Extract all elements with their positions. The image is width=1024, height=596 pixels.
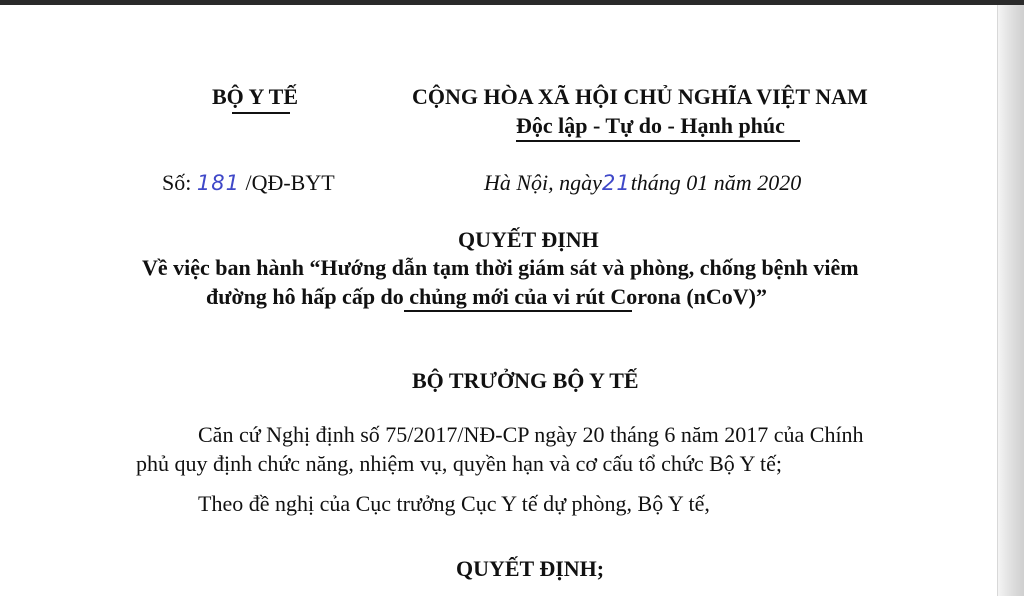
national-motto: Độc lập - Tự do - Hạnh phúc <box>516 113 785 138</box>
authority-heading: BỘ TRƯỞNG BỘ Y TẾ <box>412 368 639 393</box>
motto-underline <box>516 140 800 142</box>
subject-underline <box>404 310 632 312</box>
date-place: Hà Nội, ngày <box>484 170 602 195</box>
decision-subject-line1: Về việc ban hành “Hướng dẫn tạm thời giám sát và phòng, chống bệnh viêm <box>142 255 859 280</box>
date-line <box>484 170 801 196</box>
doc-number <box>162 170 335 196</box>
handwritten-number: 181 <box>196 171 240 195</box>
window-top-border <box>0 0 1024 5</box>
nation-name: CỘNG HÒA XÃ HỘI CHỦ NGHĨA VIỆT NAM <box>412 84 868 109</box>
agency-underline <box>232 112 290 114</box>
page-edge-shadow <box>998 5 1024 596</box>
basis-para2: Theo đề nghị của Cục trưởng Cục Y tế dự phòng, Bộ Y tế, <box>198 491 710 516</box>
handwritten-day: 21 <box>601 171 631 195</box>
agency-name: BỘ Y TẾ <box>212 84 298 109</box>
decide-heading: QUYẾT ĐỊNH; <box>456 556 605 581</box>
date-rest: tháng 01 năm 2020 <box>630 170 802 195</box>
decision-subject-line2: đường hô hấp cấp do chủng mới của vi rút Corona (nCoV)” <box>206 284 767 309</box>
basis-para1-line2: phủ quy định chức năng, nhiệm vụ, quyền hạn và cơ cấu tổ chức Bộ Y tế; <box>136 451 783 476</box>
doc-number-prefix: Số: <box>162 170 192 195</box>
doc-number-suffix: /QĐ-BYT <box>245 170 335 195</box>
basis-para1-line1: Căn cứ Nghị định số 75/2017/NĐ-CP ngày 20 tháng 6 năm 2017 của Chính <box>198 422 864 447</box>
decision-title: QUYẾT ĐỊNH <box>458 227 599 252</box>
